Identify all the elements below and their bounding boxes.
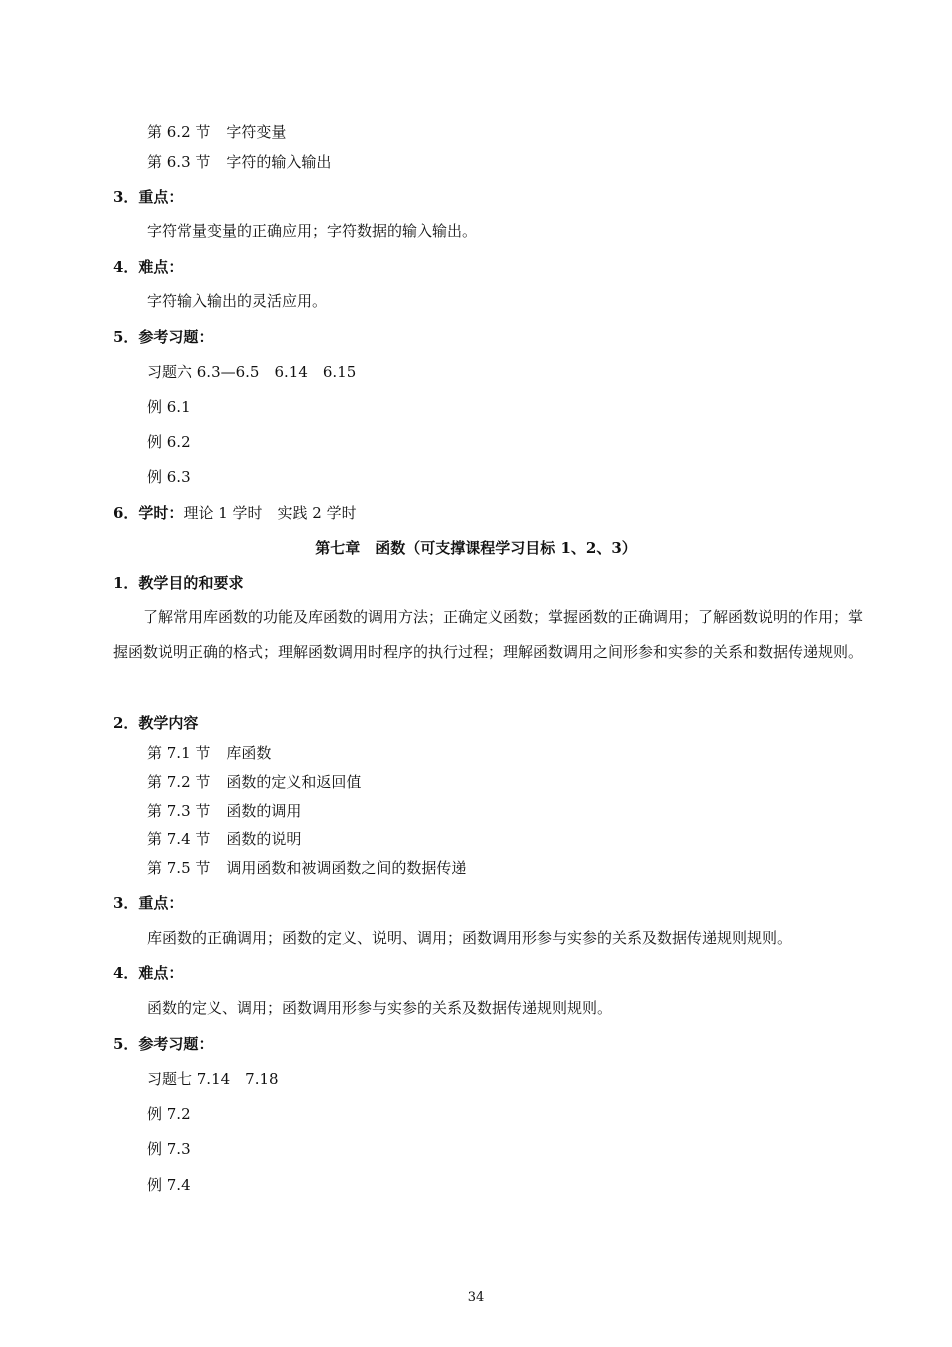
section-number: 第 7.3 节 — [147, 802, 211, 820]
section-number: 第 7.5 节 — [147, 859, 211, 877]
section-6-2 — [147, 122, 286, 142]
exercise-item: 例 7.3 — [147, 1140, 191, 1158]
section-7-5 — [147, 858, 466, 878]
ch6-hours — [113, 503, 357, 523]
ch6-key-points-heading: 3．重点： — [113, 188, 184, 206]
exercise-item: 例 7.2 — [147, 1105, 191, 1123]
section-number: 第 7.4 节 — [147, 830, 211, 848]
section-title: 字符变量 — [226, 123, 287, 141]
hours-label: 6．学时： — [113, 504, 184, 522]
ch6-key-points-text: 字符常量变量的正确应用；字符数据的输入输出。 — [147, 222, 478, 240]
section-title: 字符的输入输出 — [226, 153, 332, 171]
ch7-objectives-text: 了解常用库函数的功能及库函数的调用方法；正确定义函数；掌握函数的正确调用；了解函数说明的作用；掌握函数说明正确的格式；理解函数调用时程序的执行过程；理解函数调用之间形参和实参的关系和数据传递规则。 — [113, 608, 864, 661]
exercise-item: 例 7.4 — [147, 1176, 191, 1194]
exercise-item: 例 6.3 — [147, 468, 191, 486]
section-number: 第 6.3 节 — [147, 153, 211, 171]
ch7-exercises-heading: 5．参考习题： — [113, 1035, 214, 1053]
section-7-4 — [147, 829, 301, 849]
section-title: 函数的说明 — [226, 830, 302, 848]
section-7-3 — [147, 801, 301, 821]
ch7-difficulties-text: 函数的定义、调用；函数调用形参与实参的关系及数据传递规则规则。 — [147, 999, 613, 1017]
exercise-item: 例 6.1 — [147, 398, 191, 416]
section-title: 函数的调用 — [226, 802, 302, 820]
ch6-difficulties-text: 字符输入输出的灵活应用。 — [147, 292, 328, 310]
ch6-difficulties-heading: 4．难点： — [113, 258, 184, 276]
ch6-exercises-heading: 5．参考习题： — [113, 328, 214, 346]
section-number: 第 7.2 节 — [147, 773, 211, 791]
section-title: 库函数 — [226, 744, 272, 762]
exercise-item: 例 6.2 — [147, 433, 191, 451]
hours-text: 理论 1 学时 实践 2 学时 — [183, 504, 357, 522]
section-6-3 — [147, 152, 331, 172]
exercise-item: 习题六 6.3—6.5 6.14 6.15 — [147, 363, 357, 381]
section-7-1 — [147, 743, 271, 763]
section-title: 调用函数和被调函数之间的数据传递 — [226, 859, 467, 877]
section-number: 第 7.1 节 — [147, 744, 211, 762]
ch7-content-heading: 2．教学内容 — [113, 714, 199, 732]
section-title: 函数的定义和返回值 — [226, 773, 362, 791]
ch7-difficulties-heading: 4．难点： — [113, 964, 184, 982]
section-7-2 — [147, 772, 361, 792]
ch7-objectives-heading: 1．教学目的和要求 — [113, 574, 244, 592]
exercise-item: 习题七 7.14 7.18 — [147, 1070, 279, 1088]
ch7-key-points-heading: 3．重点： — [113, 894, 184, 912]
ch7-key-points-text: 库函数的正确调用；函数的定义、说明、调用；函数调用形参与实参的关系及数据传递规则规则。 — [147, 929, 793, 947]
page-number: 34 — [467, 1290, 485, 1305]
section-number: 第 6.2 节 — [147, 123, 211, 141]
chapter-title: 第七章 函数（可支撑课程学习目标 1、2、3） — [315, 539, 637, 557]
